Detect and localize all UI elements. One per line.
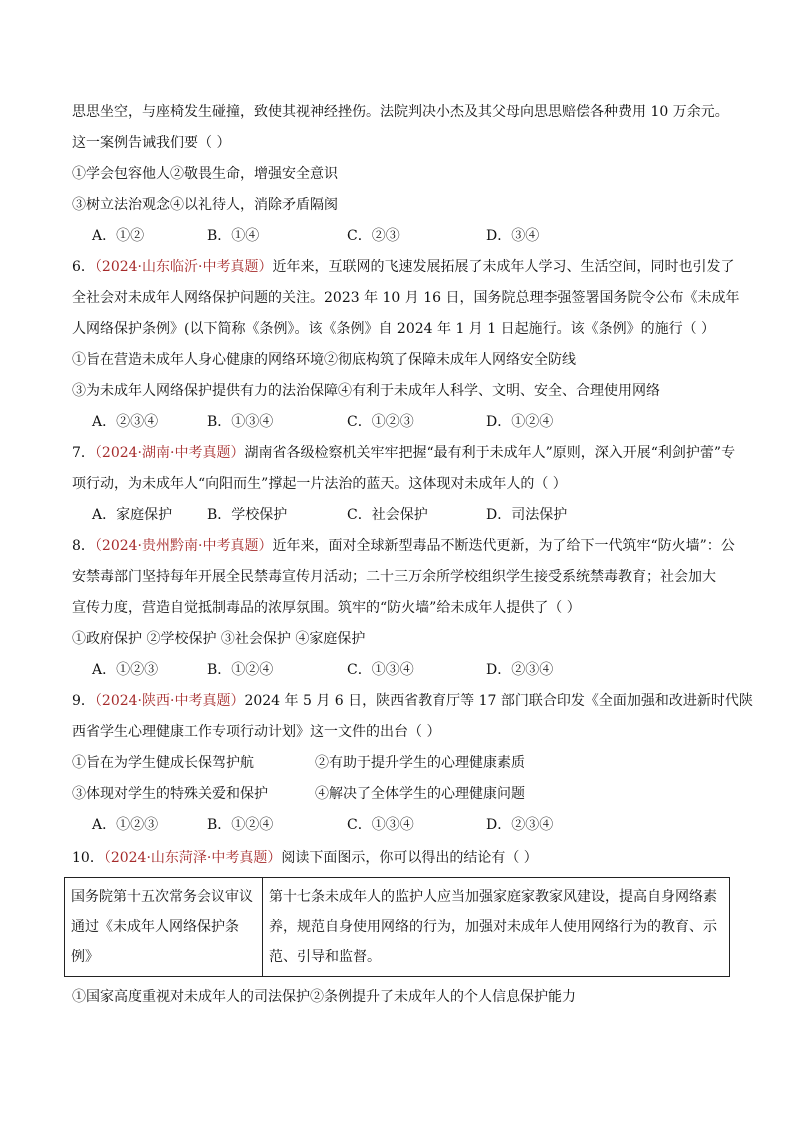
q10-material-table [64,877,730,977]
q9-statement-1: ①旨在为学生健成长保驾护航 [72,755,254,771]
q8-line-2: 安禁毒部门坚持每年开展全民禁毒宣传月活动；二十三万余所学校组织学生接受系统禁毒教育；社会加大 [72,569,716,585]
q7-option-b[interactable]: B．学校保护 [207,507,288,523]
q9-option-d[interactable]: D．②③④ [486,817,554,833]
q9-statement-2: ②有助于提升学生的心理健康素质 [315,755,525,771]
q7-line-2: 项行动，为未成年人“向阳而生”撑起一片法治的蓝天。这体现对未成年人的（ ） [72,476,567,492]
q6-line-3: 人网络保护条例》(以下简称《条例》。该《条例》自 2024 年 1 月 1 日起施行。该《条例》的施行（ ） [72,321,716,337]
q9-line-2: 西省学生心理健康工作专项行动计划》这一文件的出台（ ） [72,724,441,740]
q5-option-b[interactable]: B．①④ [207,228,260,244]
q10-source: （2024·山东菏泽·中考真题） [103,850,282,866]
q7-number: 7． [72,445,95,461]
q5-line-1: 思思坐空，与座椅发生碰撞，致使其视神经挫伤。法院判决小杰及其父母向思思赔偿各种费用 10 万余元。 [72,104,729,120]
q10-material-right: 第十七条未成年人的监护人应当加强家庭家教家风建设，提高自身网络素养，规范自身使用网络的行为，加强对未成年人使用网络行为的教育、示范、引导和监督。 [263,878,730,977]
q8-line-3: 宣传力度，营造自觉抵制毒品的浓厚氛围。筑牢的“防火墙”给未成年人提供了（ ） [72,600,581,616]
q9-source: （2024·陕西·中考真题） [94,693,245,709]
q8-line-1 [72,536,735,556]
q9-statement-4: ④解决了全体学生的心理健康问题 [315,786,525,802]
q7-option-a[interactable]: A．家庭保护 [92,507,173,523]
q8-stem-1: 近年来，面对全球新型毒品不断迭代更新，为了给下一代筑牢“防火墙”：公 [272,538,735,554]
q5-option-c[interactable]: C．②③ [347,228,400,244]
q6-option-b[interactable]: B．①③④ [207,414,274,430]
q7-option-c[interactable]: C．社会保护 [347,507,428,523]
q10-line-1 [72,848,538,868]
q6-number: 6． [72,259,95,275]
q5-statement-1: ①学会包容他人②敬畏生命，增强安全意识 [72,166,338,182]
q8-number: 8． [72,538,95,554]
q6-option-a[interactable]: A．②③④ [92,414,159,430]
q6-source: （2024·山东临沂·中考真题） [94,259,273,275]
q7-stem-1: 湖南省各级检察机关牢牢把握“最有利于未成年人”原则，深入开展“利剑护蕾”专 [244,445,736,461]
q7-option-d[interactable]: D．司法保护 [486,507,568,523]
q8-option-c[interactable]: C．①③④ [347,662,414,678]
table-row [65,878,730,977]
q9-stem-1: 2024 年 5 月 6 日，陕西省教育厅等 17 部门联合印发《全面加强和改进新时代陕 [244,693,753,709]
q5-option-a[interactable]: A．①② [92,228,145,244]
q6-statement-2: ③为未成年人网络保护提供有力的法治保障④有利于未成年人科学、文明、安全、合理使用网络 [72,383,660,399]
q10-stem-1: 阅读下面图示，你可以得出的结论有（ ） [281,850,538,866]
q5-line-2: 这一案例告诫我们要（ ） [72,135,231,151]
q8-source: （2024·贵州黔南·中考真题） [94,538,273,554]
q10-statement-1: ①国家高度重视对未成年人的司法保护②条例提升了未成年人的个人信息保护能力 [72,989,576,1005]
q6-stem-1: 近年来，互联网的飞速发展拓展了未成年人学习、生活空间，同时也引发了 [272,259,735,275]
q9-statement-3: ③体现对学生的特殊关爱和保护 [72,786,268,802]
q8-option-a[interactable]: A．①②③ [92,662,159,678]
q8-statement-1: ①政府保护 ②学校保护 ③社会保护 ④家庭保护 [72,631,366,647]
q9-option-b[interactable]: B．①②④ [207,817,274,833]
q5-option-d[interactable]: D．③④ [486,228,540,244]
q6-statement-1: ①旨在营造未成年人身心健康的网络环境②彻底构筑了保障未成年人网络安全防线 [72,352,576,368]
q10-number: 10． [72,850,104,866]
q7-line-1 [72,443,735,463]
q9-option-a[interactable]: A．①②③ [92,817,159,833]
q10-material-left: 国务院第十五次常务会议审议通过《未成年人网络保护条例》 [65,878,263,977]
q6-option-c[interactable]: C．①②③ [347,414,414,430]
q8-option-b[interactable]: B．①②④ [207,662,274,678]
q9-number: 9． [72,693,95,709]
q8-option-d[interactable]: D．②③④ [486,662,554,678]
q6-line-1 [72,257,734,277]
q6-option-d[interactable]: D．①②④ [486,414,554,430]
q5-statement-2: ③树立法治观念④以礼待人，消除矛盾隔阂 [72,197,338,213]
q6-line-2: 全社会对未成年人网络保护问题的关注。2023 年 10 月 16 日，国务院总理李强签署国务院令公布《未成年 [72,290,740,306]
q9-option-c[interactable]: C．①③④ [347,817,414,833]
q9-line-1 [72,691,753,711]
q7-source: （2024·湖南·中考真题） [94,445,245,461]
